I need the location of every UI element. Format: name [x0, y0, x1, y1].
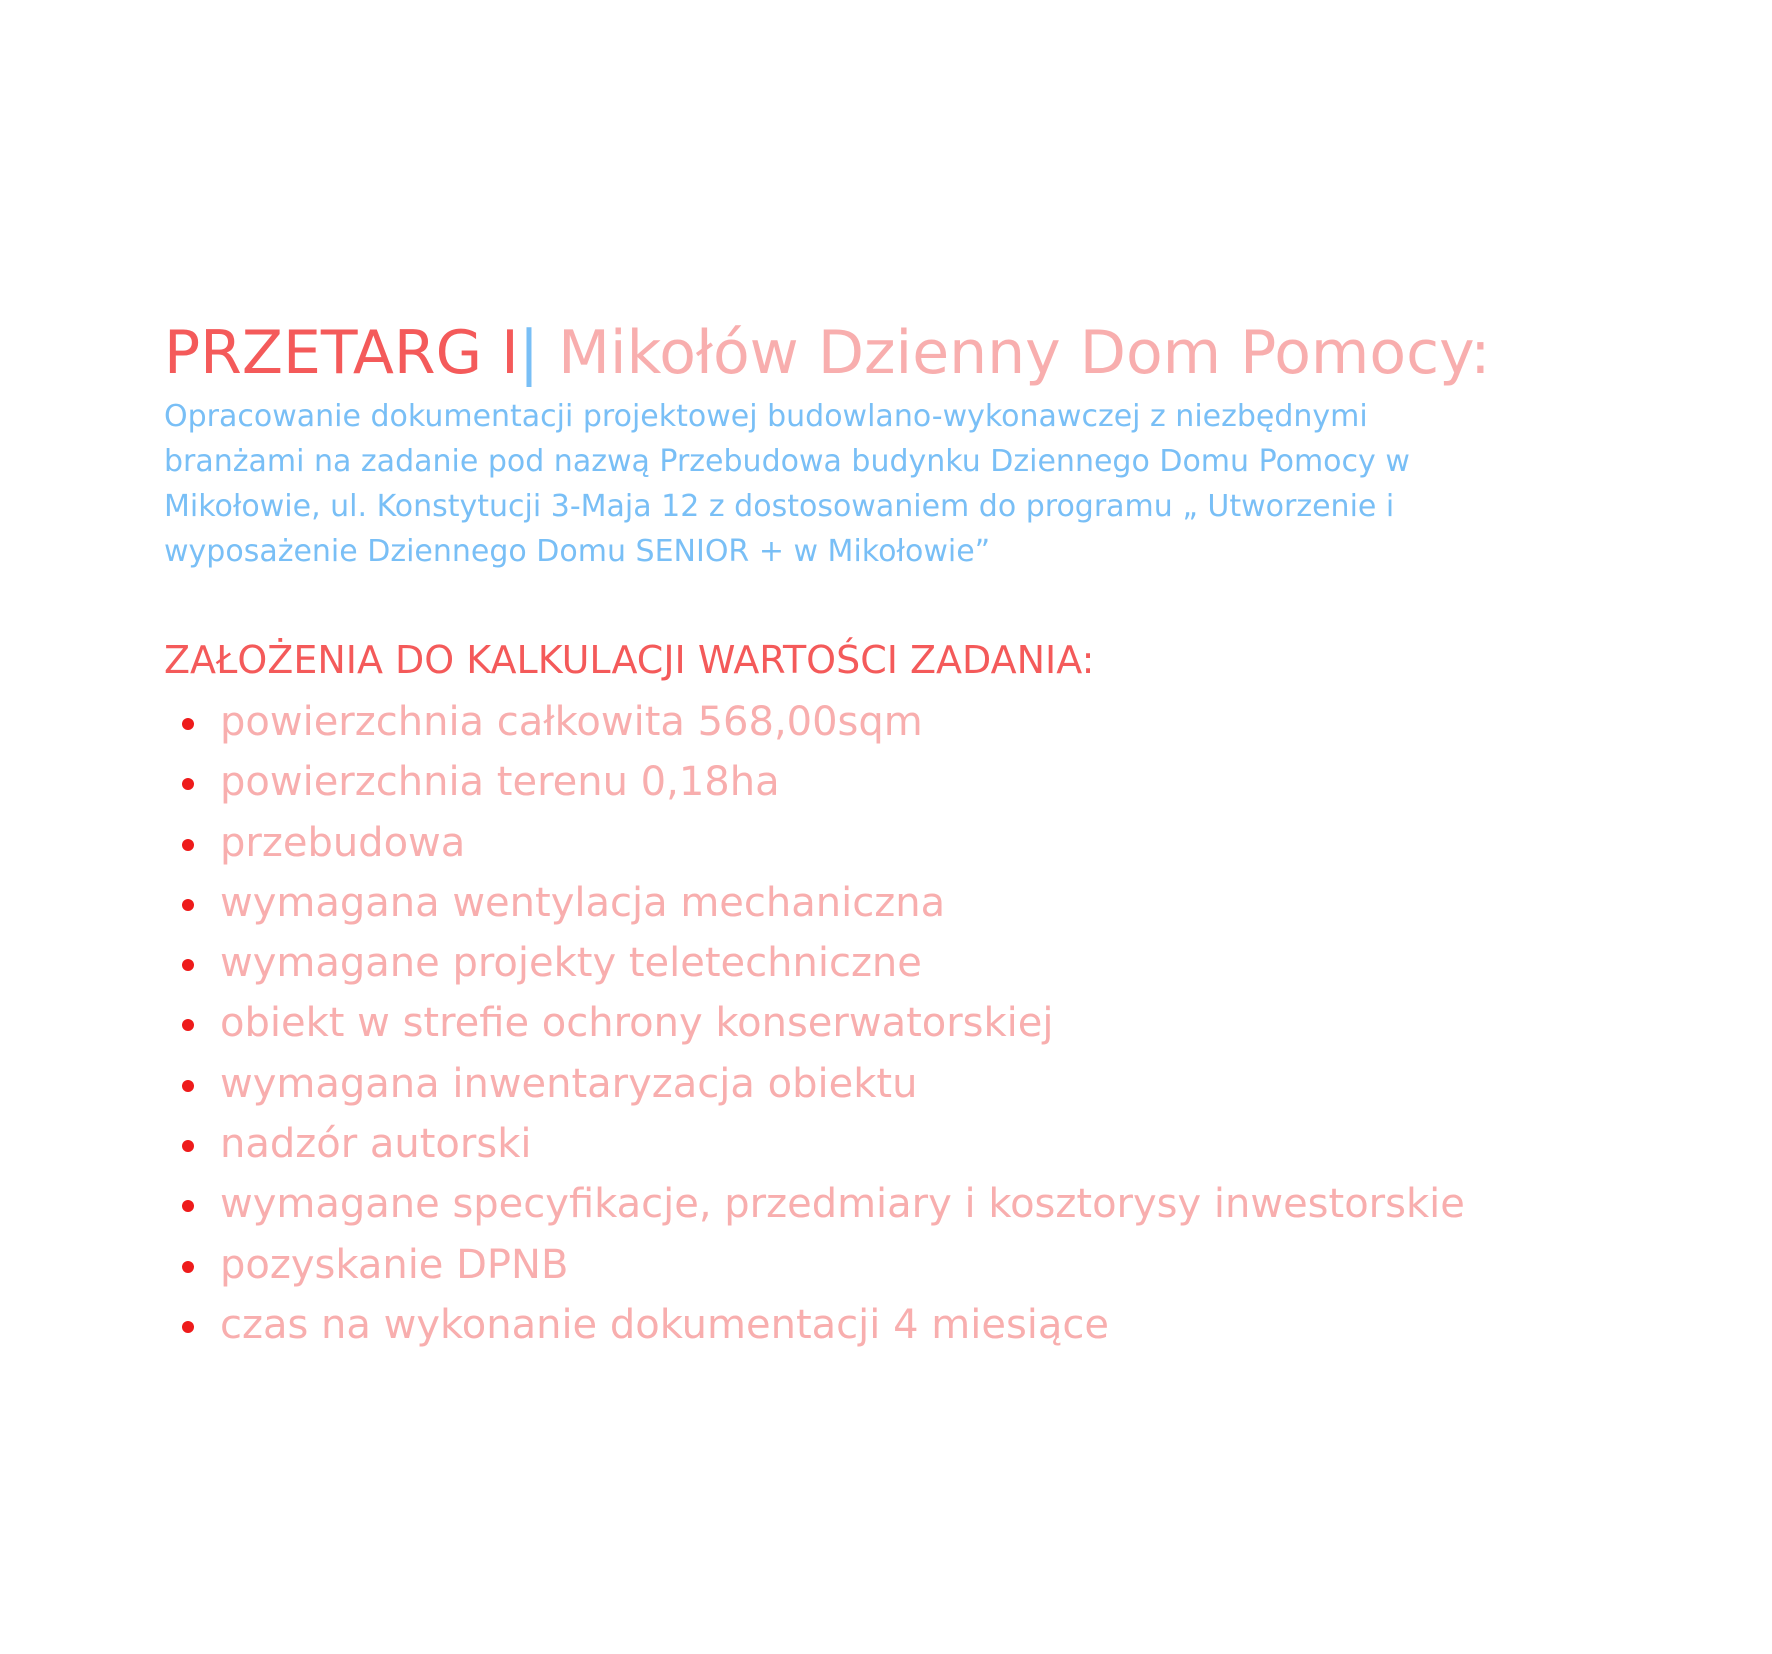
list-item — [164, 692, 1624, 752]
list-item — [164, 933, 1624, 993]
title-separator: | — [518, 318, 540, 388]
list-item-text: wymagane projekty teletechniczne — [220, 940, 922, 987]
list-item-text: pozyskanie DPNB — [220, 1241, 569, 1288]
assumptions-list — [164, 692, 1624, 1355]
title-project-name: Mikołów Dzienny Dom Pomocy: — [539, 318, 1491, 388]
list-item — [164, 1295, 1624, 1355]
bullet-dot-icon — [182, 1080, 194, 1092]
bullet-dot-icon — [182, 1140, 194, 1152]
document-content — [164, 318, 1624, 1355]
list-item — [164, 1114, 1624, 1174]
assumptions-heading: ZAŁOŻENIA DO KALKULACJI WARTOŚCI ZADANIA: — [164, 638, 1095, 682]
bullet-dot-icon — [182, 1019, 194, 1031]
bullet-dot-icon — [182, 1321, 194, 1333]
bullet-dot-icon — [182, 1200, 194, 1212]
bullet-dot-icon — [182, 778, 194, 790]
list-item — [164, 1054, 1624, 1114]
list-item-text: czas na wykonanie dokumentacji 4 miesiące — [220, 1301, 1110, 1348]
list-item — [164, 813, 1624, 873]
list-item — [164, 873, 1624, 933]
bullet-dot-icon — [182, 839, 194, 851]
bullet-dot-icon — [182, 1261, 194, 1273]
list-item-text: wymagane specyfikacje, przedmiary i kosztorysy inwestorskie — [220, 1181, 1465, 1228]
list-item — [164, 993, 1624, 1053]
bullet-dot-icon — [182, 899, 194, 911]
list-item-text: obiekt w strefie ochrony konserwatorskiej — [220, 1000, 1054, 1047]
bullet-dot-icon — [182, 718, 194, 730]
project-description: Opracowanie dokumentacji projektowej budowlano-wykonawczej z niezbędnymi branżami na zadanie pod nazwą Przebudowa budynku Dziennego Domu Pomocy w Mikołowie, ul. Konstytucji 3-Maja 12 z dostosowaniem do programu „ Utworzenie i wyposażenie Dziennego Domu SENIOR + w Mikołowie” — [164, 399, 1410, 569]
list-item-text: wymagana inwentaryzacja obiektu — [220, 1060, 918, 1107]
list-item-text: nadzór autorski — [220, 1121, 532, 1168]
list-item — [164, 1174, 1624, 1234]
title-tender-label: PRZETARG I — [164, 318, 519, 388]
page-title — [164, 318, 1624, 388]
bullet-dot-icon — [182, 959, 194, 971]
list-item — [164, 752, 1624, 812]
list-item-text: powierzchnia całkowita 568,00sqm — [220, 699, 923, 745]
list-item — [164, 1235, 1624, 1295]
list-item-text: przebudowa — [220, 819, 466, 866]
list-item-text: powierzchnia terenu 0,18ha — [220, 759, 780, 806]
list-item-text: wymagana wentylacja mechaniczna — [220, 879, 946, 926]
